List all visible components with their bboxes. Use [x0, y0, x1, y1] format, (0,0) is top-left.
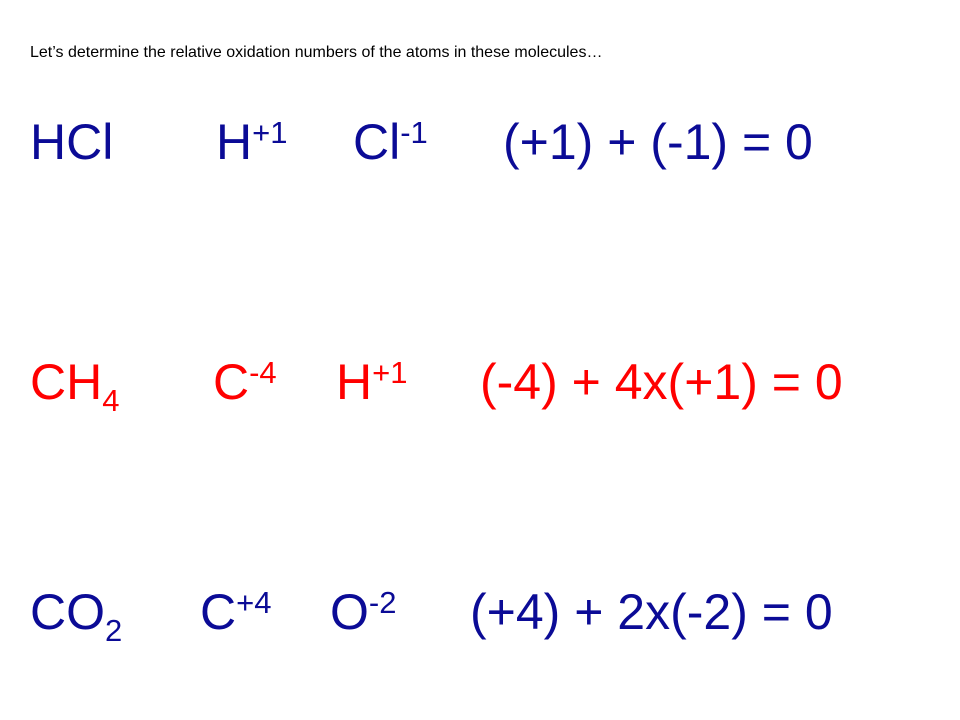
atom2-oxidation [353, 114, 428, 170]
atom2-charge: -1 [400, 115, 428, 150]
atom2-symbol: Cl [353, 114, 401, 170]
atom1-symbol: C [200, 584, 237, 640]
formula [30, 114, 114, 170]
atom2-charge: +1 [372, 355, 408, 390]
atom1-oxidation [216, 114, 288, 170]
formula-main: HCl [30, 114, 114, 170]
atom2-oxidation [336, 354, 408, 410]
atom1-charge: +4 [236, 585, 272, 620]
intro-text: Let’s determine the relative oxidation numbers of the atoms in these molecules… [30, 44, 603, 61]
formula [30, 584, 123, 648]
atom2-symbol: O [330, 584, 369, 640]
formula-main: CH [30, 354, 103, 410]
formula [30, 354, 120, 418]
atom1-oxidation [213, 354, 277, 410]
atom2-symbol: H [336, 354, 373, 410]
atom2-charge: -2 [368, 585, 397, 620]
equation: (-4) + 4x(+1) = 0 [480, 354, 843, 410]
atom1-oxidation [200, 584, 272, 640]
atom1-charge: +1 [252, 115, 288, 150]
equation: (+4) + 2x(-2) = 0 [470, 584, 833, 640]
atom2-oxidation [330, 584, 397, 640]
atom1-symbol: H [216, 114, 253, 170]
formula-subscript: 2 [105, 613, 123, 648]
atom1-symbol: C [213, 354, 250, 410]
formula-main: CO [30, 584, 105, 640]
formula-subscript: 4 [102, 383, 120, 418]
equation: (+1) + (-1) = 0 [503, 114, 813, 170]
atom1-charge: -4 [249, 355, 277, 390]
